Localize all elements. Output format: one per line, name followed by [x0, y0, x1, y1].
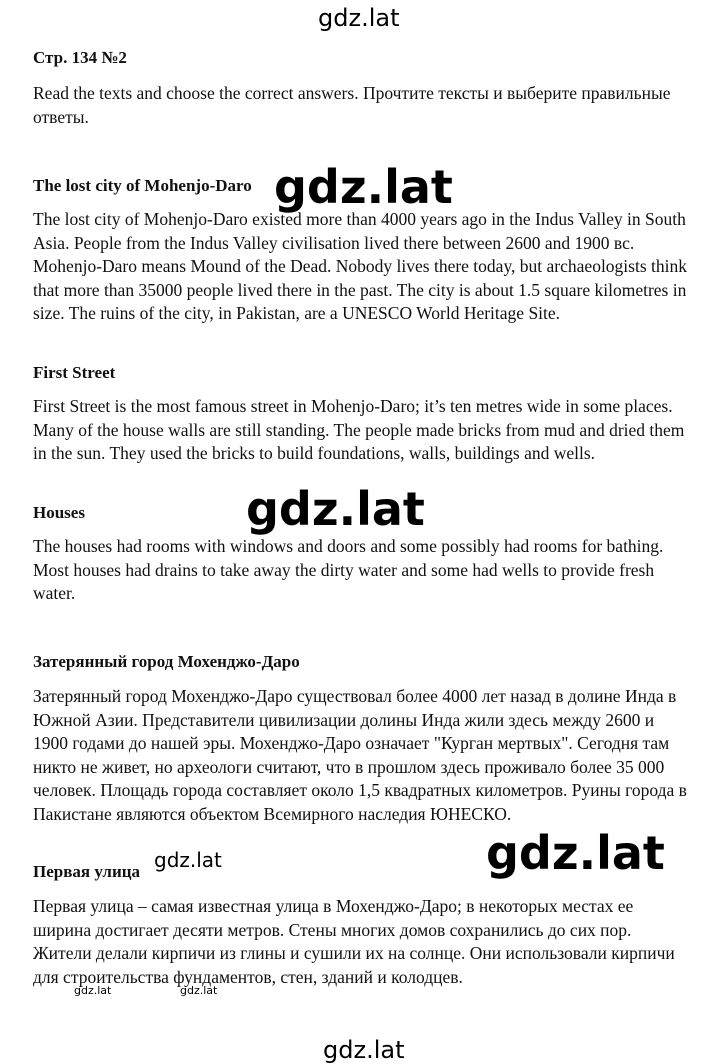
page-title: Стр. 134 №2 [33, 48, 127, 67]
ru-section2-text: Первая улица – самая известная улица в Мохенджо-Даро; в некоторых местах ее ширина достигает десяти метров. Стены многих домов сохранились до сих пор. Жители делали кирпичи из глины и сушили их на солнце. Они использовали кирпичи для строительства фундаментов, стен, зданий и колодцев. [33, 896, 675, 987]
en-section3-text: The houses had rooms with windows and doors and some possibly had rooms for bathing. Most houses had drains to take away the dirty water and some had wells to provide fresh water. [33, 536, 664, 604]
en-section3-heading: Houses [33, 503, 85, 522]
watermark-big-2: gdz.lat [246, 482, 425, 536]
ru-section1-text: Затерянный город Мохенджо-Даро существовал более 4000 лет назад в долине Инда в Южной Азии. Представители цивилизации долины Инда жили здесь между 2600 и 1900 годами до нашей эры. Мохенджо-Даро означает "Курган мертвых". Сегодня там никто не живет, но археологи считают, что в прошлом здесь проживало более 35 000 человек. Площадь города составляет около 1,5 квадратных километров. Руины города в Пакистане являются объектом Всемирного наследия ЮНЕСКО. [33, 686, 687, 824]
en-section1-text: The lost city of Mohenjo-Daro existed more than 4000 years ago in the Indus Valley in South Asia. People from the Indus Valley civilisation lived there between 2600 and 1900 вс. Mohenjo-Daro means Mound of the Dead. Nobody lives there today, but archaeologists think that more than 35000 people lived there in the past. The city is about 1.5 square kilometres in size. The ruins of the city, in Pakistan, are a UNESCO World Heritage Site. [33, 209, 687, 324]
ru-section1-heading: Затерянный город Мохенджо-Даро [33, 652, 300, 671]
watermark-bottom: gdz.lat [323, 1036, 405, 1064]
watermark-small-1: gdz.lat [74, 984, 112, 997]
en-section2-heading: First Street [33, 363, 116, 382]
watermark-mid: gdz.lat [154, 848, 222, 872]
watermark-big-1: gdz.lat [274, 160, 453, 214]
ru-section2-heading: Первая улица [33, 862, 141, 881]
watermark-big-3: gdz.lat [486, 826, 665, 880]
watermark-top: gdz.lat [318, 4, 400, 32]
watermark-small-2: gdz.lat [180, 984, 218, 997]
en-section2-text: First Street is the most famous street in Mohenjo-Daro; it’s ten metres wide in some places. Many of the house walls are still standing. The people made bricks from mud and dried them in the sun. They used the bricks to build foundations, walls, buildings and wells. [33, 396, 685, 464]
en-section1-heading: The lost city of Mohenjo-Daro [33, 176, 252, 195]
instructions: Read the texts and choose the correct answers. Прочтите тексты и выберите правильные ответы. [33, 83, 671, 127]
